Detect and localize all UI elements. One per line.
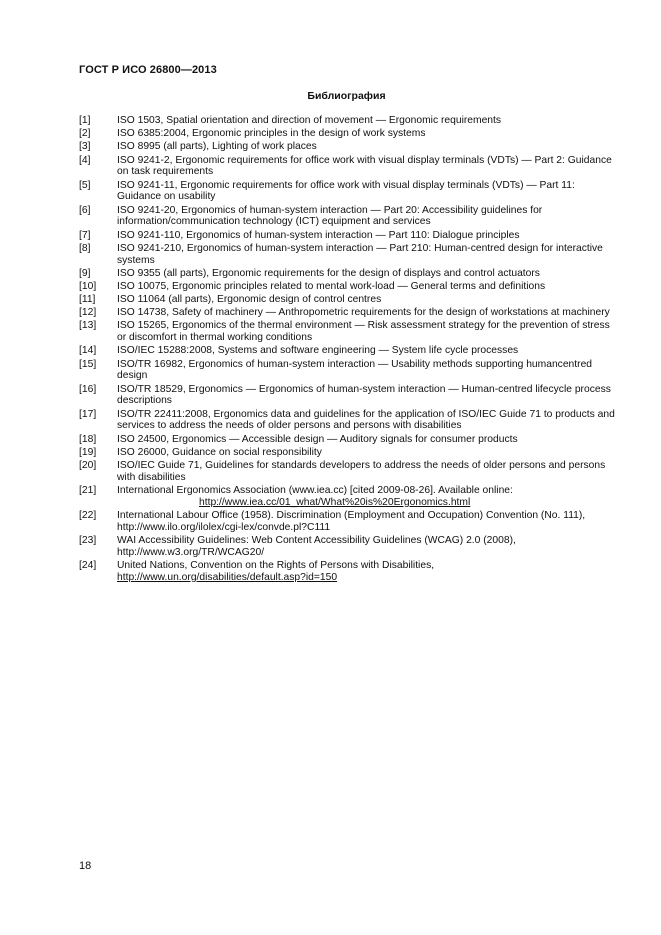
bibliography-entry-8 — [79, 243, 619, 267]
entry-text: ISO 9241-110, Ergonomics of human-system interaction — Part 110: Dialogue principles — [117, 229, 520, 241]
entry-number: [9] — [79, 267, 91, 279]
entry-number: [16] — [79, 383, 97, 395]
entry-text: ISO 1503, Spatial orientation and direction of movement — Ergonomic requirements — [117, 115, 502, 126]
entry-number: [3] — [79, 141, 91, 153]
un-link[interactable]: http://www.un.org/disabilities/default.asp?id=150 — [117, 571, 338, 583]
entry-text: ISO/TR 22411:2008, Ergonomics data and guidelines for the application of ISO/IEC Guide 71 to products and services to address the needs of older persons and persons with disabilities — [117, 408, 615, 432]
entry-number: [21] — [79, 484, 97, 496]
entry-text: ISO 10075, Ergonomic principles related to mental work-load — General terms and definitions — [117, 280, 546, 292]
bibliography-entry-22 — [79, 510, 619, 534]
entry-text: ISO 9241-20, Ergonomics of human-system interaction — Part 20: Accessibility guidelines for information/communication technology (ICT) equipment and services — [117, 204, 543, 228]
entry-text: ISO/IEC Guide 71, Guidelines for standards developers to address the needs of older persons and persons with disabilities — [117, 459, 606, 483]
bibliography-entry-13 — [79, 320, 619, 344]
bibliography-entry-11 — [79, 294, 619, 306]
entry-number: [8] — [79, 242, 91, 254]
bibliography-entry-3 — [79, 141, 619, 153]
entry-text: ISO 9241-2, Ergonomic requirements for office work with visual display terminals (VDTs) — Part 2: Guidance on task requirements — [117, 154, 612, 178]
entry-text: ISO/IEC 15288:2008, Systems and software engineering — System life cycle processes — [117, 345, 519, 357]
entry-text: ISO 24500, Ergonomics — Accessible design — Auditory signals for consumer products — [117, 433, 518, 445]
entry-number: [24] — [79, 559, 97, 571]
bibliography-entry-7 — [79, 230, 619, 242]
entry-number: [23] — [79, 534, 97, 546]
entry-number: [10] — [79, 280, 97, 292]
entry-text: ISO 11064 (all parts), Ergonomic design of control centres — [117, 294, 382, 306]
bibliography-entry-19 — [79, 447, 619, 459]
page-number: 18 — [79, 860, 92, 872]
entry-number: [12] — [79, 307, 97, 319]
entry-text: ISO 9241-11, Ergonomic requirements for office work with visual display terminals (VDTs) — Part 11: Guidance on usability — [117, 179, 575, 203]
bibliography-entry-5 — [79, 180, 619, 204]
entry-number: [5] — [79, 179, 91, 191]
entry-number: [19] — [79, 446, 97, 458]
bibliography-entry-20 — [79, 460, 619, 484]
entry-number: [13] — [79, 320, 97, 332]
bibliography-entry-24 — [79, 560, 619, 584]
entry-text: ISO/TR 18529, Ergonomics — Ergonomics of human-system interaction — Human-centred lifecycle process descriptions — [117, 383, 611, 407]
bibliography-entry-14 — [79, 345, 619, 357]
bibliography-entry-16 — [79, 384, 619, 408]
bibliography-entry-18 — [79, 434, 619, 446]
entry-text: ISO 6385:2004, Ergonomic principles in the design of work systems — [117, 128, 426, 140]
entry-number: [17] — [79, 408, 97, 420]
entry-number: [1] — [79, 115, 91, 126]
entry-text: International Ergonomics Association (www.iea.cc) [cited 2009-08-26]. Available online: — [117, 484, 513, 496]
bibliography-list — [79, 115, 619, 585]
entry-text: ISO 9241-210, Ergonomics of human-system interaction — Part 210: Human-centred design for interactive systems — [117, 242, 603, 266]
entry-text-with-link — [117, 560, 619, 584]
bibliography-entry-2 — [79, 128, 619, 140]
bibliography-entry-1 — [79, 115, 619, 127]
entry-text: ISO/TR 16982, Ergonomics of human-system interaction — Usability methods supporting humancentred design — [117, 358, 593, 382]
entry-number: [7] — [79, 229, 91, 241]
bibliography-entry-15 — [79, 359, 619, 383]
entry-number: [18] — [79, 433, 97, 445]
entry-text: WAI Accessibility Guidelines: Web Content Accessibility Guidelines (WCAG) 2.0 (2008), http://www.w3.org/TR/WCAG20/ — [117, 534, 516, 558]
bibliography-entry-21 — [79, 485, 619, 509]
entry-text: ISO 26000, Guidance on social responsibility — [117, 446, 322, 458]
bibliography-entry-9 — [79, 268, 619, 280]
entry-number: [15] — [79, 358, 97, 370]
entry-text: International Labour Office (1958). Discrimination (Employment and Occupation) Convention (No. 111), http://www.ilo.org/ilolex/cgi-lex/convde.pl?C111 — [117, 509, 586, 533]
entry-number: [14] — [79, 345, 97, 357]
bibliography-entry-6 — [79, 205, 619, 229]
bibliography-entry-17 — [79, 409, 619, 433]
bibliography-entry-12 — [79, 307, 619, 319]
entry-number: [4] — [79, 154, 91, 166]
entry-number: [22] — [79, 509, 97, 521]
entry-text: ISO 14738, Safety of machinery — Anthropometric requirements for the design of workstations at machinery — [117, 307, 610, 319]
entry-text: ISO 8995 (all parts), Lighting of work places — [117, 141, 317, 153]
bibliography-title-text: Библиография — [307, 90, 386, 102]
entry-text: United Nations, Convention on the Rights of Persons with Disabilities, — [117, 559, 435, 571]
document-header: ГОСТ Р ИСО 26800—2013 — [79, 64, 217, 76]
entry-number: [2] — [79, 128, 91, 140]
entry-number: [20] — [79, 459, 97, 471]
bibliography-entry-23 — [79, 535, 619, 559]
entry-text: ISO 15265, Ergonomics of the thermal environment — Risk assessment strategy for the prevention of stress or discomfort in thermal working conditions — [117, 320, 610, 344]
entry-text: ISO 9355 (all parts), Ergonomic requirements for the design of displays and control actuators — [117, 267, 540, 279]
bibliography-entry-10 — [79, 281, 619, 293]
bibliography-entry-4 — [79, 155, 619, 179]
entry-number: [6] — [79, 204, 91, 216]
entry-number: [11] — [79, 294, 96, 306]
bibliography-title — [0, 90, 661, 102]
entry-text-with-link — [117, 485, 619, 509]
iea-link[interactable]: http://www.iea.cc/01_what/What%20is%20Ergonomics.html — [199, 496, 471, 508]
